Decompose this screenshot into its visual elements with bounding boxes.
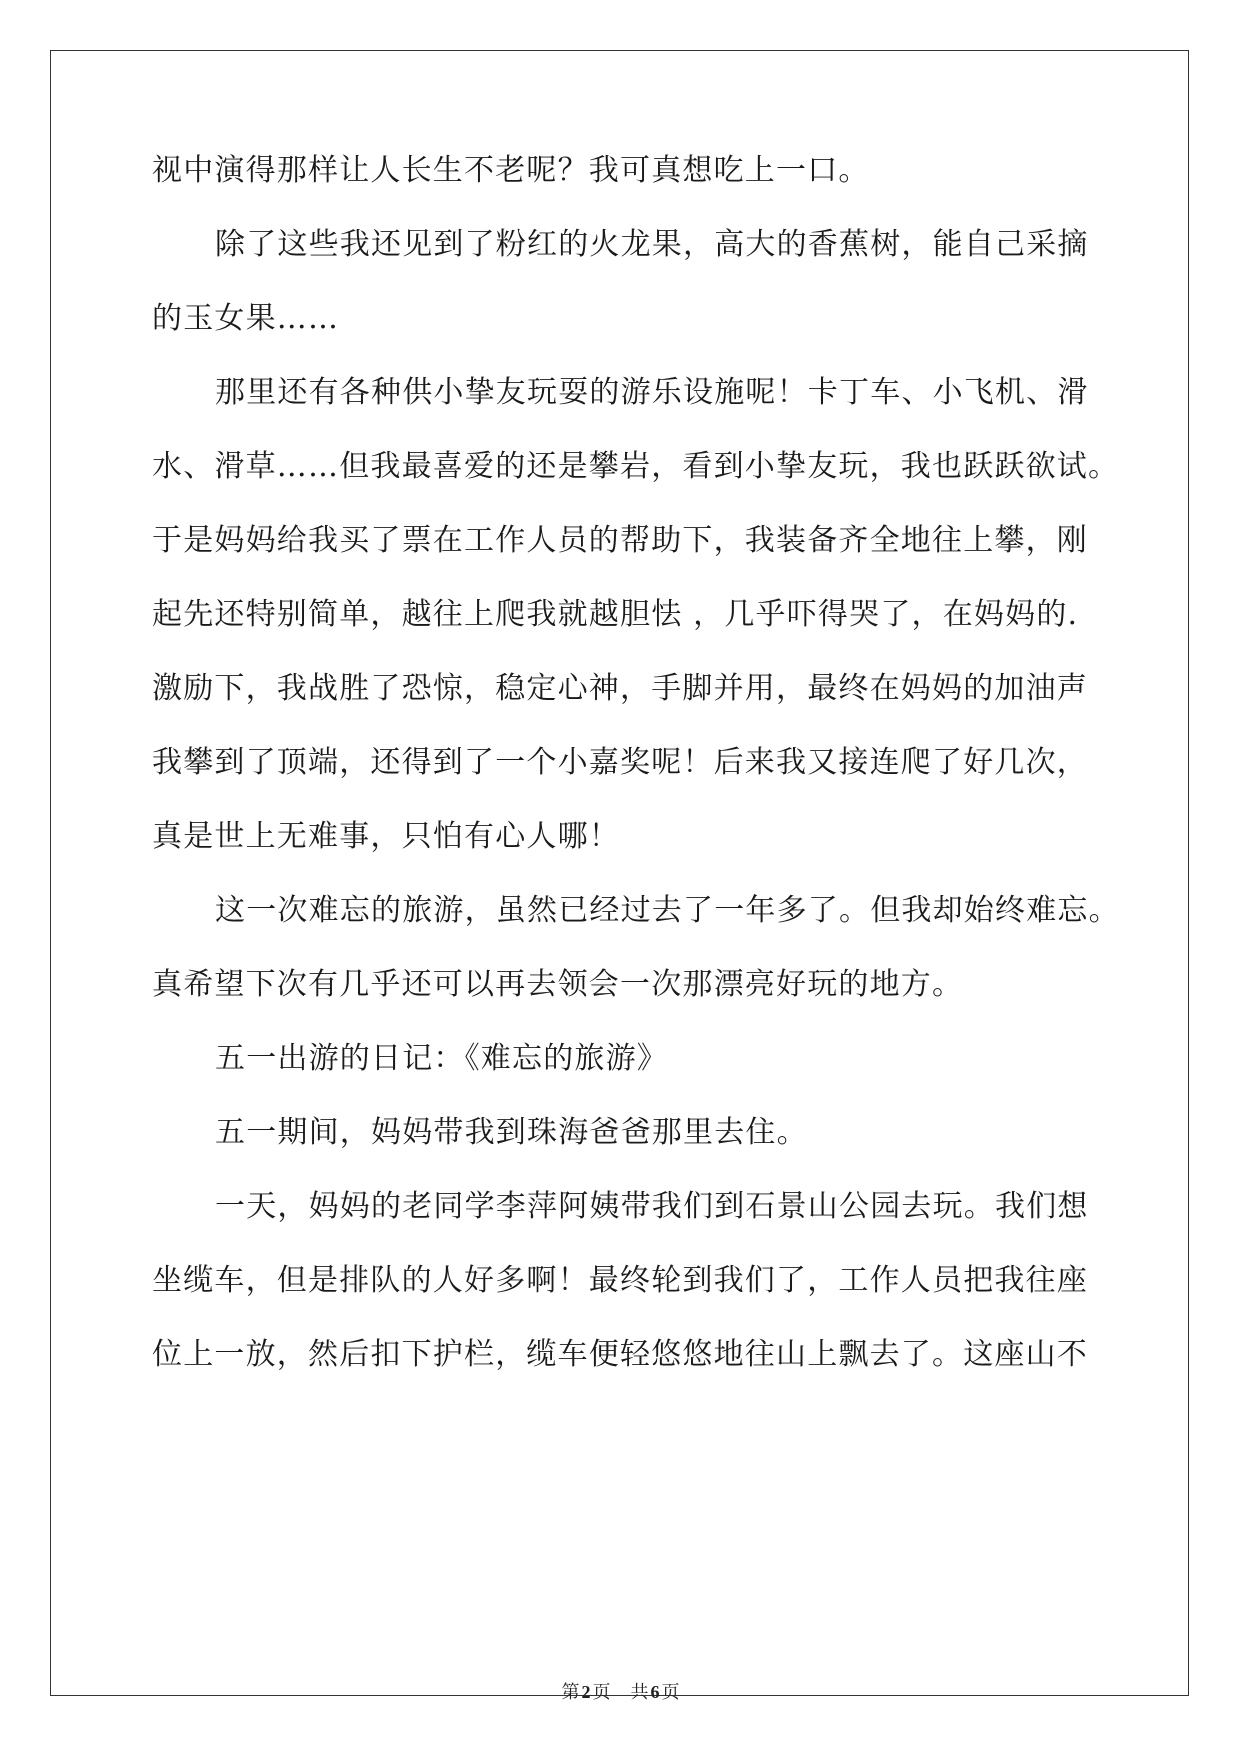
page-border: [50, 50, 1189, 1696]
paragraph-start-line: 一天，妈妈的老同学李萍阿姨带我们到石景山公园去玩。我们想: [215, 1189, 1089, 1224]
text-line: 起先还特别简单，越往上爬我就越胆怯 ，几乎吓得哭了，在妈妈的.: [152, 597, 1079, 632]
text-line: 视中演得那样让人长生不老呢？我可真想吃上一口。: [152, 153, 870, 188]
paragraph-start-line: 五一期间，妈妈带我到珠海爸爸那里去住。: [215, 1115, 808, 1150]
text-line: 坐缆车，但是排队的人好多啊！最终轮到我们了，工作人员把我往座: [152, 1263, 1088, 1298]
page-prefix: 第: [561, 1682, 580, 1702]
paragraph-start-line: 除了这些我还见到了粉红的火龙果，高大的香蕉树，能自己采摘: [215, 227, 1089, 262]
text-line: 位上一放，然后扣下护栏，缆车便轻悠悠地往山上飘去了。这座山不: [152, 1337, 1088, 1372]
paragraph-start-line: 这一次难忘的旅游，虽然已经过去了一年多了。但我却始终难忘。: [215, 893, 1120, 928]
total-prefix: 共: [630, 1682, 649, 1702]
page-footer: [0, 1680, 1241, 1704]
text-line: 激励下，我战胜了恐惊，稳定心神，手脚并用，最终在妈妈的加油声: [152, 671, 1088, 706]
total-suffix: 页: [661, 1682, 680, 1702]
text-line: 的玉女果……: [152, 301, 340, 336]
text-line: 于是妈妈给我买了票在工作人员的帮助下，我装备齐全地往上攀，刚: [152, 523, 1088, 558]
section-title: 五一出游的日记：《难忘的旅游》: [215, 1041, 668, 1076]
total-pages: 6: [650, 1682, 660, 1702]
text-line: 我攀到了顶端，还得到了一个小嘉奖呢！后来我又接连爬了好几次，: [152, 745, 1088, 780]
page-number: 2: [581, 1682, 591, 1702]
text-line: 真希望下次有几乎还可以再去领会一次那漂亮好玩的地方。: [152, 967, 964, 1002]
paragraph-start-line: 那里还有各种供小挚友玩耍的游乐设施呢！卡丁车、小飞机、滑: [215, 375, 1089, 410]
text-line: 真是世上无难事，只怕有心人哪！: [152, 819, 620, 854]
page-suffix: 页: [592, 1682, 611, 1702]
text-line: 水、滑草……但我最喜爱的还是攀岩，看到小挚友玩，我也跃跃欲试。: [152, 449, 1120, 484]
